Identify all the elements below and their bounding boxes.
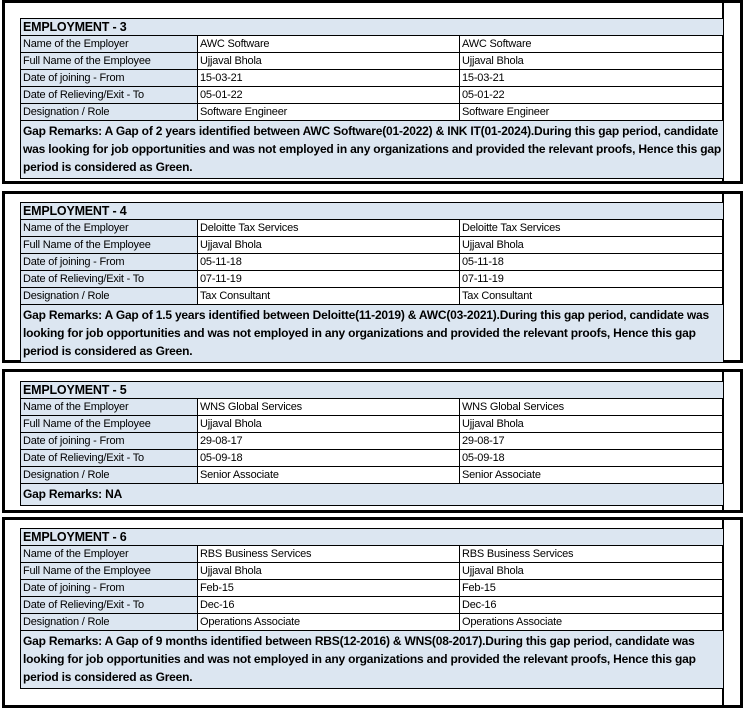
header-row	[21, 19, 724, 36]
table-row	[21, 597, 724, 614]
row-label: Designation / Role	[21, 467, 198, 484]
employment-title: EMPLOYMENT - 4	[21, 203, 724, 220]
provided-value: Ujjaval Bhola	[198, 416, 460, 433]
table-row	[21, 53, 724, 70]
provided-value: 15-03-21	[198, 70, 460, 87]
provided-value: 07-11-19	[198, 271, 460, 288]
verified-value: Feb-15	[460, 580, 724, 597]
verified-value: 05-01-22	[460, 87, 724, 104]
employment-section	[2, 0, 743, 184]
employment-table	[20, 528, 724, 689]
verified-value: Senior Associate	[460, 467, 724, 484]
remarks-row	[21, 121, 724, 179]
table-row	[21, 254, 724, 271]
row-label: Date of joining - From	[21, 70, 198, 87]
row-label: Name of the Employer	[21, 36, 198, 53]
verified-value: WNS Global Services	[460, 399, 724, 416]
row-label: Date of Relieving/Exit - To	[21, 271, 198, 288]
employment-section	[2, 517, 743, 708]
table-row	[21, 271, 724, 288]
verified-value: Dec-16	[460, 597, 724, 614]
table-row	[21, 467, 724, 484]
verified-value: 05-11-18	[460, 254, 724, 271]
row-label: Date of Relieving/Exit - To	[21, 450, 198, 467]
verified-value: Deloitte Tax Services	[460, 220, 724, 237]
employment-title: EMPLOYMENT - 6	[21, 529, 724, 546]
row-label: Date of Relieving/Exit - To	[21, 597, 198, 614]
provided-value: 29-08-17	[198, 433, 460, 450]
table-row	[21, 70, 724, 87]
row-label: Name of the Employer	[21, 220, 198, 237]
table-row	[21, 546, 724, 563]
row-label: Designation / Role	[21, 614, 198, 631]
verified-value: 29-08-17	[460, 433, 724, 450]
table-row	[21, 36, 724, 53]
provided-value: Ujjaval Bhola	[198, 563, 460, 580]
provided-value: Feb-15	[198, 580, 460, 597]
employment-table	[20, 202, 724, 363]
verified-value: Tax Consultant	[460, 288, 724, 305]
provided-value: Tax Consultant	[198, 288, 460, 305]
verified-value: Ujjaval Bhola	[460, 416, 724, 433]
employment-section	[2, 191, 743, 363]
table-row	[21, 288, 724, 305]
provided-value: AWC Software	[198, 36, 460, 53]
verified-value: AWC Software	[460, 36, 724, 53]
verified-value: Ujjaval Bhola	[460, 563, 724, 580]
employment-section	[2, 369, 743, 513]
provided-value: Software Engineer	[198, 104, 460, 121]
provided-value: Senior Associate	[198, 467, 460, 484]
table-row	[21, 237, 724, 254]
table-row	[21, 563, 724, 580]
table-row	[21, 399, 724, 416]
table-row	[21, 87, 724, 104]
table-row	[21, 580, 724, 597]
provided-value: RBS Business Services	[198, 546, 460, 563]
row-label: Date of Relieving/Exit - To	[21, 87, 198, 104]
gap-remarks: Gap Remarks: A Gap of 2 years identified between AWC Software(01-2022) & INK IT(01-2024).During this gap period, candidate was looking for job opportunities and was not employed in any organizations and provided the relevant proofs, Hence this gap period is considered as Green.	[21, 121, 724, 179]
provided-value: WNS Global Services	[198, 399, 460, 416]
employment-table	[20, 381, 724, 506]
row-label: Full Name of the Employee	[21, 53, 198, 70]
table-row	[21, 614, 724, 631]
provided-value: Operations Associate	[198, 614, 460, 631]
employment-title: EMPLOYMENT - 3	[21, 19, 724, 36]
employment-table	[20, 18, 724, 179]
remarks-row	[21, 631, 724, 689]
row-label: Date of joining - From	[21, 580, 198, 597]
header-row	[21, 529, 724, 546]
verified-value: Software Engineer	[460, 104, 724, 121]
verified-value: 07-11-19	[460, 271, 724, 288]
gap-remarks: Gap Remarks: NA	[21, 484, 724, 506]
verified-value: Ujjaval Bhola	[460, 53, 724, 70]
verified-value: RBS Business Services	[460, 546, 724, 563]
table-row	[21, 416, 724, 433]
employment-title: EMPLOYMENT - 5	[21, 382, 724, 399]
table-row	[21, 104, 724, 121]
header-row	[21, 382, 724, 399]
provided-value: Ujjaval Bhola	[198, 53, 460, 70]
gap-remarks: Gap Remarks: A Gap of 9 months identified between RBS(12-2016) & WNS(08-2017).During this gap period, candidate was looking for job opportunities and was not employed in any organizations and provided the relevant proofs, Hence this gap period is considered as Green.	[21, 631, 724, 689]
verified-value: Operations Associate	[460, 614, 724, 631]
remarks-row	[21, 305, 724, 363]
row-label: Name of the Employer	[21, 546, 198, 563]
row-label: Date of joining - From	[21, 433, 198, 450]
verified-value: 15-03-21	[460, 70, 724, 87]
provided-value: Deloitte Tax Services	[198, 220, 460, 237]
row-label: Full Name of the Employee	[21, 563, 198, 580]
gap-remarks: Gap Remarks: A Gap of 1.5 years identified between Deloitte(11-2019) & AWC(03-2021).During this gap period, candidate was looking for job opportunities and was not employed in any organizations and provided the relevant proofs, Hence this gap period is considered as Green.	[21, 305, 724, 363]
provided-value: Ujjaval Bhola	[198, 237, 460, 254]
verified-value: Ujjaval Bhola	[460, 237, 724, 254]
provided-value: 05-11-18	[198, 254, 460, 271]
row-label: Full Name of the Employee	[21, 237, 198, 254]
verified-value: 05-09-18	[460, 450, 724, 467]
provided-value: Dec-16	[198, 597, 460, 614]
row-label: Designation / Role	[21, 288, 198, 305]
row-label: Date of joining - From	[21, 254, 198, 271]
header-row	[21, 203, 724, 220]
table-row	[21, 433, 724, 450]
provided-value: 05-09-18	[198, 450, 460, 467]
table-row	[21, 450, 724, 467]
row-label: Designation / Role	[21, 104, 198, 121]
row-label: Full Name of the Employee	[21, 416, 198, 433]
row-label: Name of the Employer	[21, 399, 198, 416]
remarks-row	[21, 484, 724, 506]
provided-value: 05-01-22	[198, 87, 460, 104]
table-row	[21, 220, 724, 237]
